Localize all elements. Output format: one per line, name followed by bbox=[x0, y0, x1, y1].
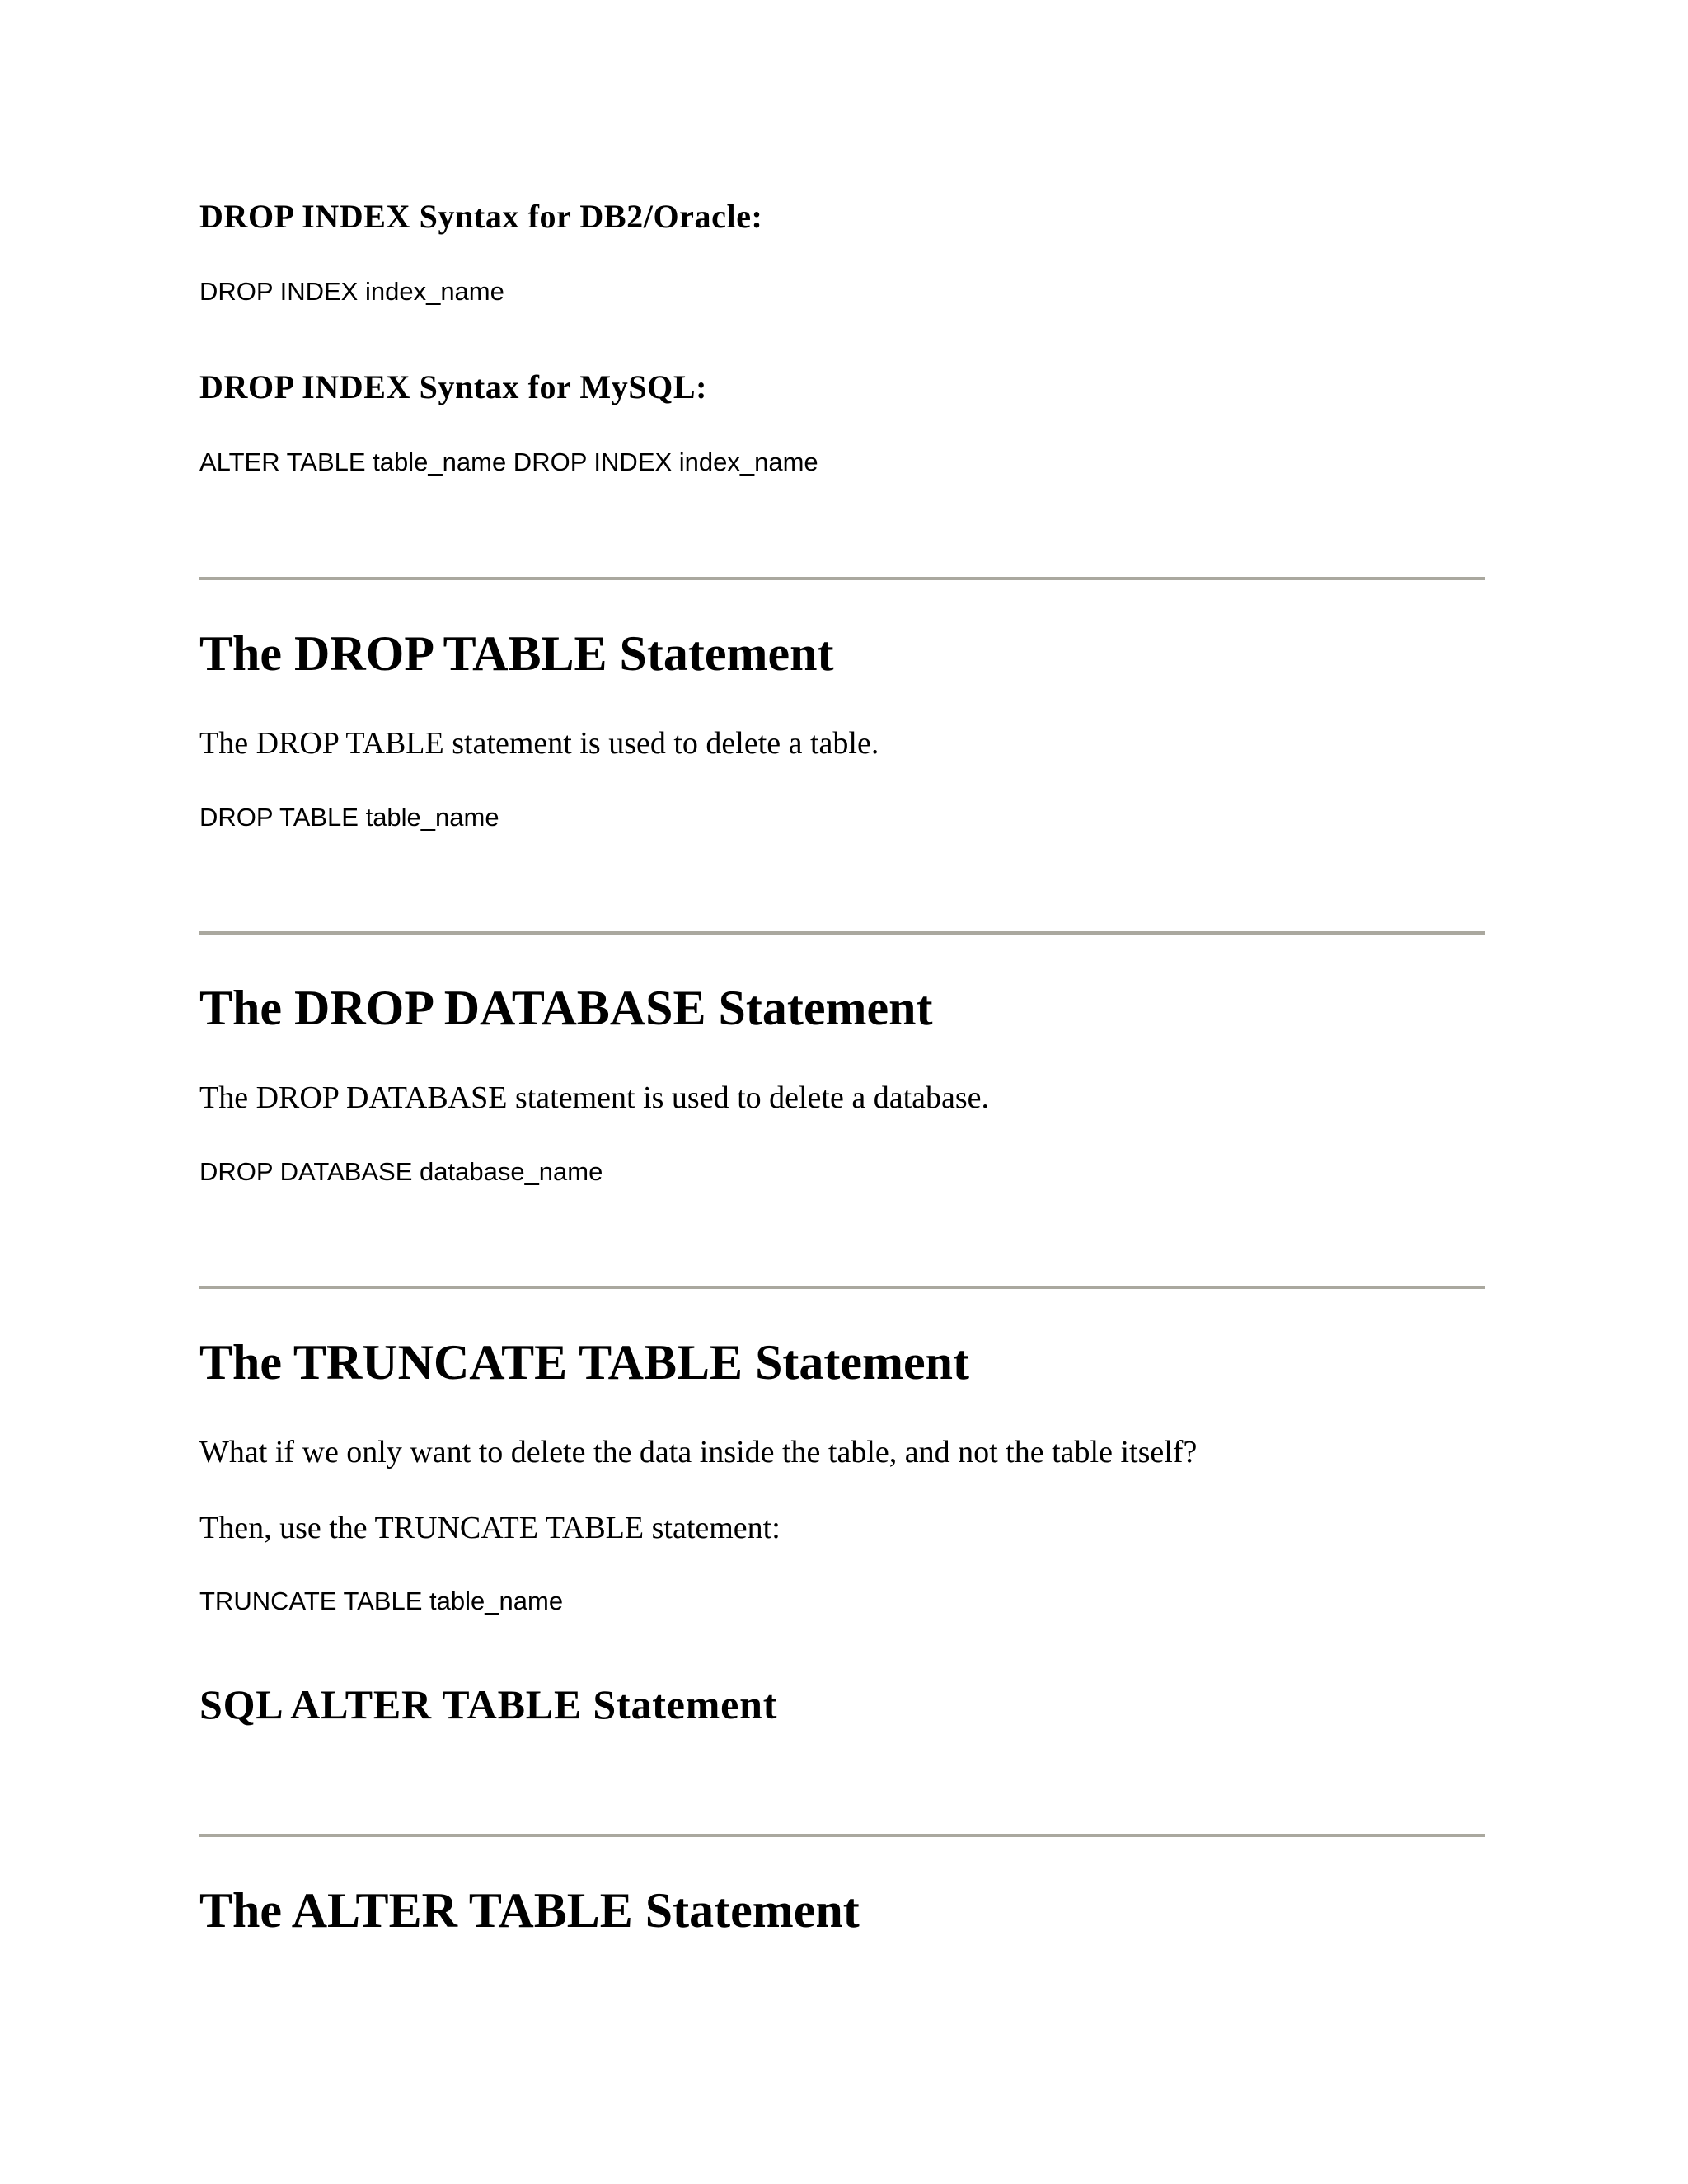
drop-table-description: The DROP TABLE statement is used to delete a table. bbox=[199, 726, 879, 761]
truncate-table-syntax: TRUNCATE TABLE table_name bbox=[199, 1586, 564, 1615]
mysql-syntax: ALTER TABLE table_name DROP INDEX index_name bbox=[199, 448, 818, 476]
db2-oracle-syntax: DROP INDEX index_name bbox=[199, 277, 504, 306]
drop-database-description: The DROP DATABASE statement is used to delete a database. bbox=[199, 1080, 990, 1115]
db2-oracle-heading: DROP INDEX Syntax for DB2/Oracle: bbox=[199, 198, 763, 235]
truncate-table-title: The TRUNCATE TABLE Statement bbox=[199, 1335, 969, 1390]
drop-database-title: The DROP DATABASE Statement bbox=[199, 981, 933, 1035]
section-divider bbox=[199, 931, 1485, 935]
drop-table-syntax: DROP TABLE table_name bbox=[199, 803, 499, 832]
truncate-table-question: What if we only want to delete the data inside the table, and not the table itself? bbox=[199, 1435, 1198, 1469]
mysql-heading: DROP INDEX Syntax for MySQL: bbox=[199, 368, 708, 405]
section-divider bbox=[199, 1834, 1485, 1837]
truncate-table-instruction: Then, use the TRUNCATE TABLE statement: bbox=[199, 1511, 781, 1545]
drop-database-syntax: DROP DATABASE database_name bbox=[199, 1157, 603, 1186]
section-divider bbox=[199, 577, 1485, 580]
drop-table-title: The DROP TABLE Statement bbox=[199, 626, 834, 681]
alter-table-title: The ALTER TABLE Statement bbox=[199, 1883, 860, 1938]
section-divider bbox=[199, 1286, 1485, 1289]
sql-alter-table-heading: SQL ALTER TABLE Statement bbox=[199, 1681, 778, 1727]
